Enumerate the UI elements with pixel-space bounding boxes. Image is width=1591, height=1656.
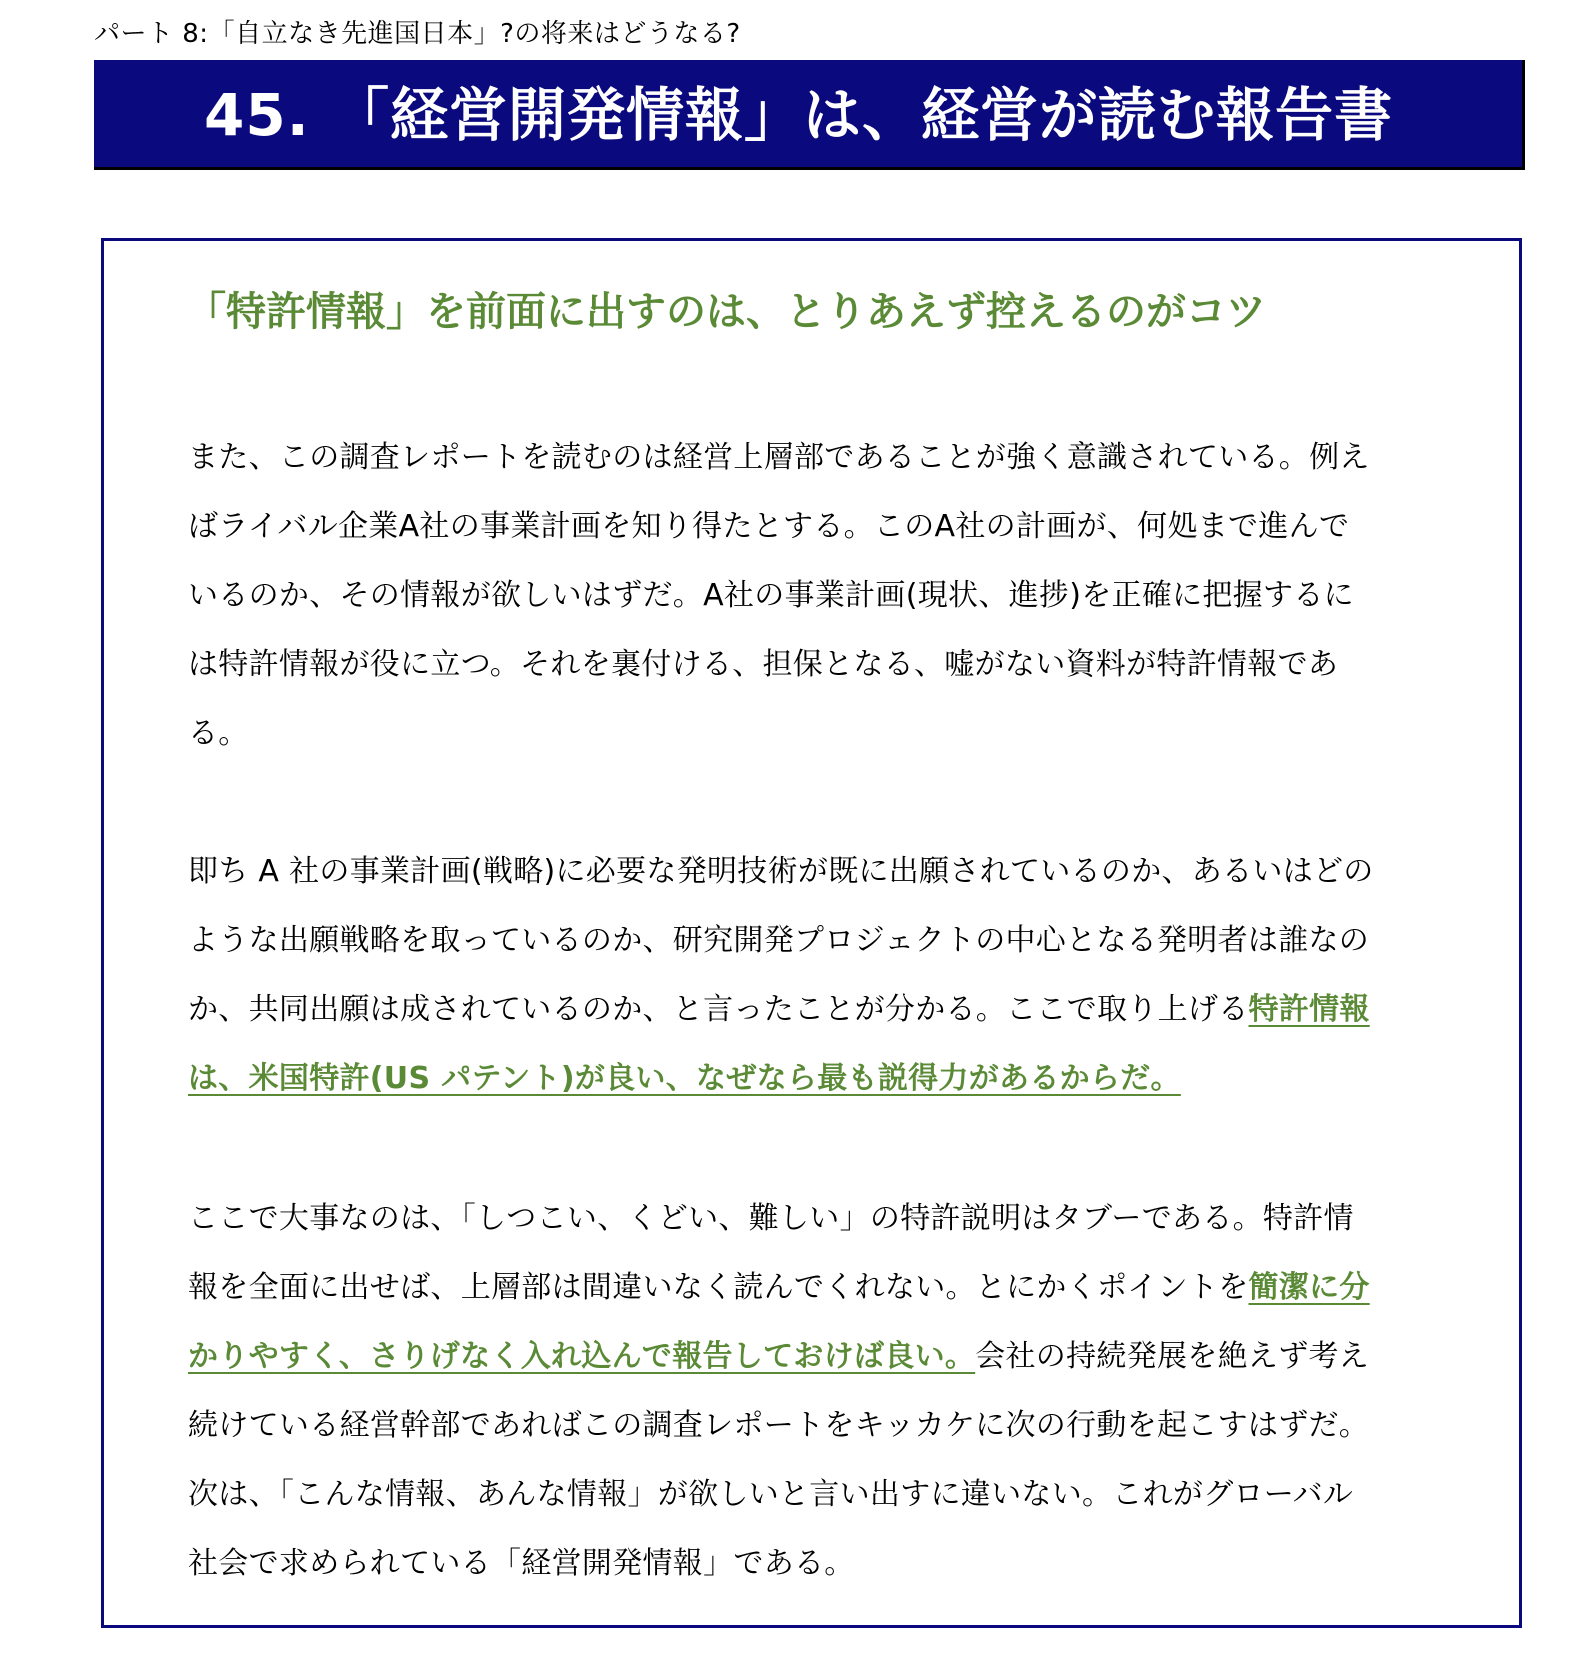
paragraph-3-highlight: 簡潔に分かりやすく、さりげなく入れ込んで報告しておけば良い。: [188, 1270, 1370, 1374]
paragraph-2: [188, 837, 1378, 1113]
paragraph-3: [188, 1184, 1378, 1598]
content-box: [101, 238, 1522, 1628]
paragraph-2-text: 即ち A 社の事業計画(戦略)に必要な発明技術が既に出願されているのか、あるいはどのような出願戦略を取っているのか、研究開発プロジェクトの中心となる発明者は誰なのか、共同出願は成されているのか、と言ったことが分かる。ここで取り上げる: [188, 854, 1374, 1027]
paragraph-3-text-1: ここで大事なのは、「しつこい、くどい、難しい」の特許説明はタブーである。特許情報を全面に出せば、上層部は間違いなく読んでくれない。とにかくポイントを: [188, 1201, 1354, 1305]
title-banner: [94, 60, 1525, 170]
page-title: 45. 「経営開発情報」は、経営が読む報告書: [204, 81, 1393, 149]
paragraph-2-highlight: 特許情報は、米国特許(US パテント)が良い、なぜなら最も説得力があるからだ。: [188, 992, 1370, 1096]
paragraph-1: また、この調査レポートを読むのは経営上層部であることが強く意識されている。例えばライバル企業A社の事業計画を知り得たとする。このA社の計画が、何処まで進んでいるのか、その情報が欲しいはずだ。A社の事業計画(現状、進捗)を正確に把握するには特許情報が役に立つ。それを裏付ける、担保となる、嘘がない資料が特許情報である。: [188, 440, 1370, 751]
paragraph-3-text-2: 会社の持続発展を絶えず考え続けている経営幹部であればこの調査レポートをキッカケに次の行動を起こすはずだ。次は、「こんな情報、あんな情報」が欲しいと言い出すに違いない。これがグローバル社会で求められている「経営開発情報」である。: [188, 1339, 1370, 1581]
section-subtitle: 「特許情報」を前面に出すのは、とりあえず控えるのがコツ: [186, 289, 1266, 335]
part-label: パート 8:「自立なき先進国日本」?の将来はどうなる?: [94, 19, 741, 49]
